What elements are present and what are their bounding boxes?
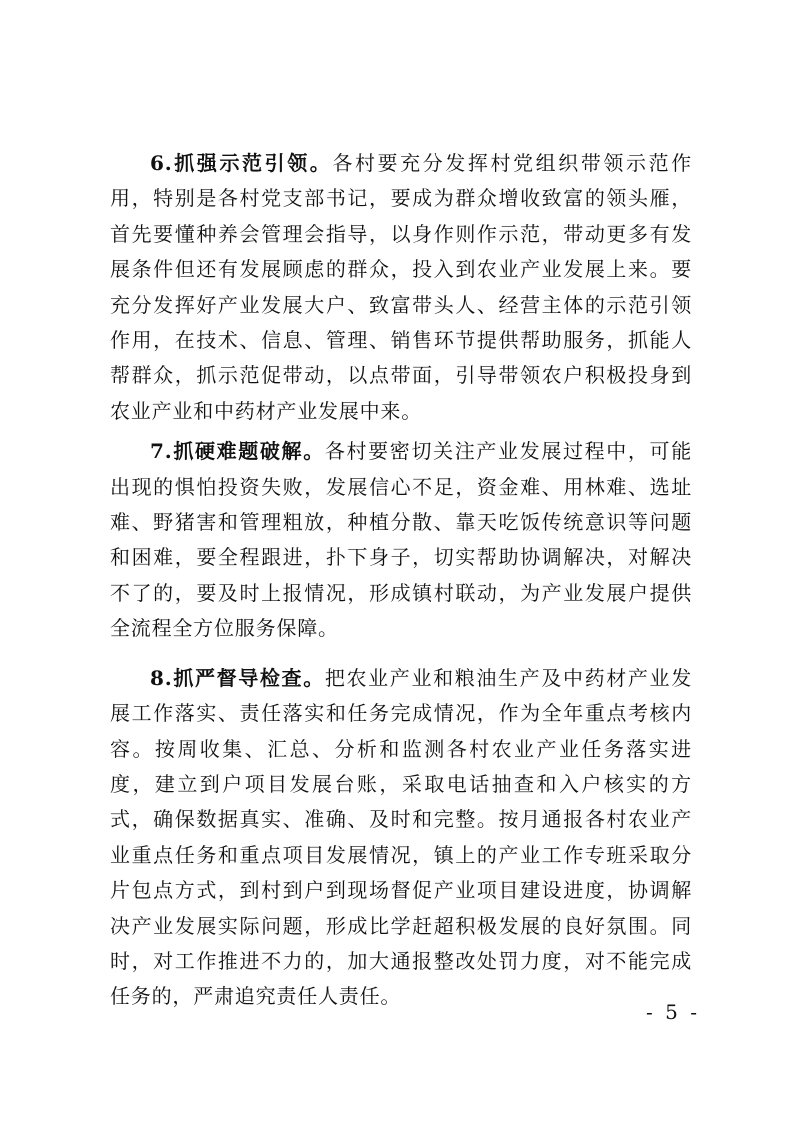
paragraph-7 <box>110 434 692 646</box>
paragraph-7-heading: 7.抓硬难题破解。 <box>150 439 325 464</box>
paragraph-6 <box>110 146 692 429</box>
paragraph-6-heading: 6.抓强示范引领。 <box>150 151 333 175</box>
page-number: - 5 - <box>646 1000 700 1024</box>
paragraph-7-body: 各村要密切关注产业发展过程中，可能出现的惧怕投资失败，发展信心不足，资金难、用林难、选址难、野猪害和管理粗放，种植分散、靠天吃饭传统意识等问题和困难，要全程跟进，扑下身子，切实帮助协调解决，对解决不了的，要及时上报情况，形成镇村联动，为产业发展户提供全流程全方位服务保障。 <box>110 439 692 641</box>
paragraph-8-body: 把农业产业和粮油生产及中药材产业发展工作落实、责任落实和任务完成情况，作为全年重点考核内容。按周收集、汇总、分析和监测各村农业产业任务落实进度，建立到户项目发展台账，采取电话抽查和入户核实的方式，确保数据真实、准确、及时和完整。按月通报各村农业产业重点任务和重点项目发展情况，镇上的产业工作专班采取分片包点方式，到村到户到现场督促产业项目建设进度，协调解决产业发展实际问题，形成比学赶超积极发展的良好氛围。同时，对工作推进不力的，加大通报整改处罚力度，对不能完成任务的，严肃追究责任人责任。 <box>110 665 692 1009</box>
paragraph-8-heading: 8.抓严督导检查。 <box>150 665 325 690</box>
document-body <box>110 146 692 1015</box>
paragraph-8 <box>110 661 692 1015</box>
paragraph-6-body: 各村要充分发挥村党组织带领示范作用，特别是各村党支部书记，要成为群众增收致富的领头雁，首先要懂种养会管理会指导，以身作则作示范，带动更多有发展条件但还有发展顾虑的群众，投入到农业产业发展上来。要充分发挥好产业发展大户、致富带头人、经营主体的示范引领作用，在技术、信息、管理、销售环节提供帮助服务，抓能人帮群众，抓示范促带动，以点带面，引导带领农户积极投身到农业产业和中药材产业发展中来。 <box>110 151 692 423</box>
